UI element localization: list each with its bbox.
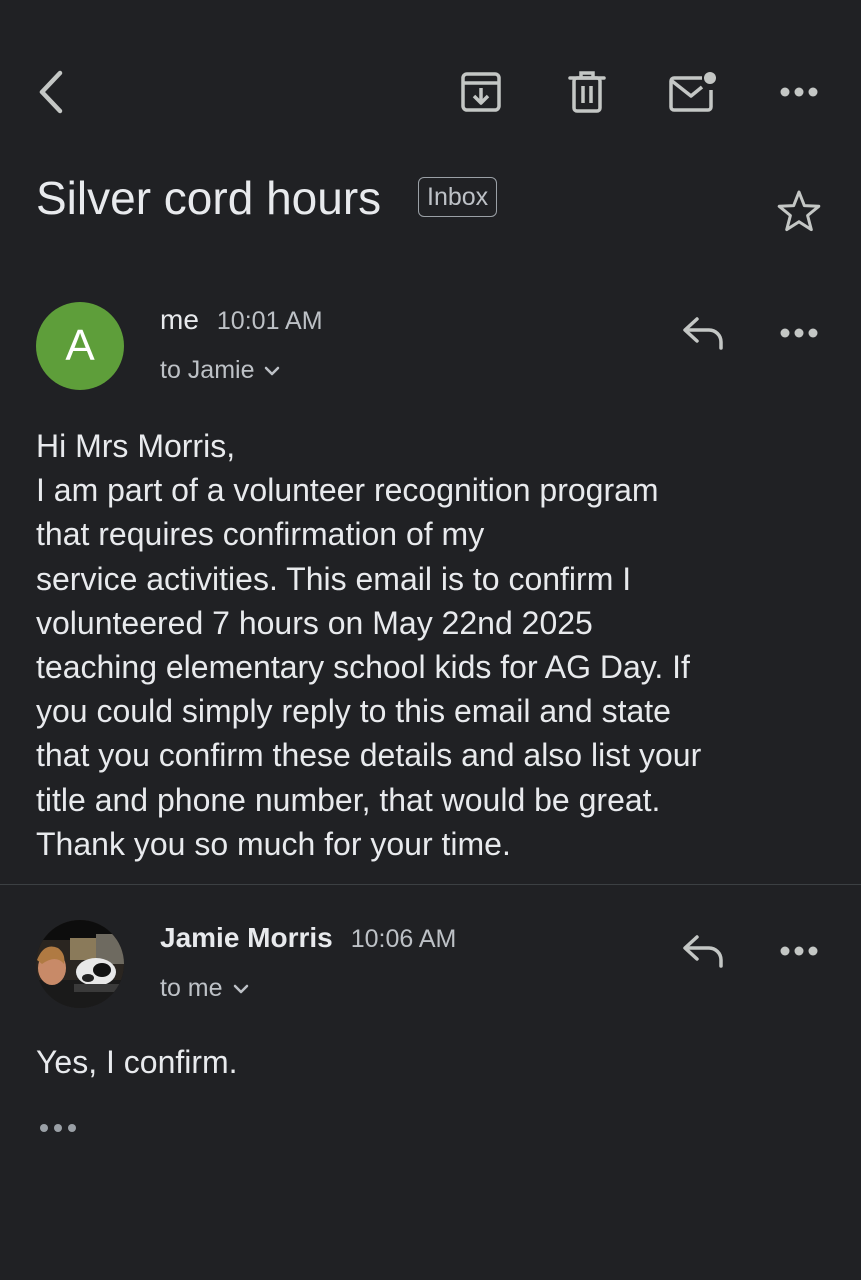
recipient-details-toggle[interactable]	[160, 974, 249, 1003]
profile-photo-avatar[interactable]	[36, 920, 124, 1008]
body-line: service activities. This email is to confirm I	[36, 560, 632, 597]
message-more-button[interactable]	[772, 924, 826, 978]
archive-button[interactable]	[452, 62, 510, 122]
show-trimmed-content-button[interactable]	[34, 1114, 82, 1142]
reply-button[interactable]	[676, 306, 730, 360]
body-line: Thank you so much for your time.	[36, 825, 511, 862]
thread-subject: Silver cord hours	[36, 172, 382, 224]
recipient-text: to me	[160, 974, 223, 1002]
recipient-text: to Jamie	[160, 356, 255, 384]
avatar[interactable]: A	[36, 302, 124, 390]
sender-name: me	[160, 304, 199, 335]
chevron-down-icon	[233, 983, 249, 995]
star-outline-icon	[777, 189, 821, 233]
body-line: volunteered 7 hours on May 22nd 2025	[36, 604, 593, 641]
sender-name: Jamie Morris	[160, 922, 333, 953]
message-more-button[interactable]	[772, 306, 826, 360]
chevron-down-icon	[264, 365, 280, 377]
message-divider	[0, 884, 861, 885]
more-horizontal-icon	[38, 1122, 78, 1134]
message-body	[36, 424, 826, 866]
chevron-left-icon	[34, 69, 66, 115]
star-button[interactable]	[774, 186, 824, 236]
subject-row	[36, 168, 861, 228]
reply-button[interactable]	[676, 924, 730, 978]
more-options-button[interactable]	[770, 62, 828, 122]
mail-unread-icon	[668, 70, 718, 114]
body-line: teaching elementary school kids for AG Day. If	[36, 649, 690, 686]
body-line: you could simply reply to this email and state	[36, 693, 671, 730]
body-line: that you confirm these details and also list your	[36, 737, 702, 774]
message-header[interactable]	[0, 918, 861, 1018]
body-line: that requires confirmation of my	[36, 516, 485, 553]
reply-icon	[681, 933, 725, 969]
sender-line	[160, 304, 323, 344]
message-time: 10:01 AM	[216, 307, 323, 335]
message-header[interactable]	[0, 300, 861, 400]
body-line: I am part of a volunteer recognition program	[36, 472, 659, 509]
reply-icon	[681, 315, 725, 351]
more-horizontal-icon	[779, 945, 819, 957]
more-horizontal-icon	[779, 327, 819, 339]
more-horizontal-icon	[779, 86, 819, 98]
back-button[interactable]	[22, 62, 78, 122]
body-line: Yes, I confirm.	[36, 1044, 238, 1080]
trash-icon	[567, 70, 607, 114]
sender-line	[160, 922, 456, 962]
recipient-details-toggle[interactable]	[160, 356, 280, 385]
body-line: title and phone number, that would be great.	[36, 781, 661, 818]
body-line: Hi Mrs Morris,	[36, 428, 236, 464]
profile-photo-image	[36, 920, 124, 1008]
delete-button[interactable]	[558, 62, 616, 122]
message-body	[36, 1040, 826, 1084]
mark-unread-button[interactable]	[662, 62, 724, 122]
inbox-label-chip[interactable]: Inbox	[418, 177, 497, 217]
message-time: 10:06 AM	[350, 925, 457, 953]
top-toolbar	[0, 0, 861, 180]
archive-icon	[459, 70, 503, 114]
